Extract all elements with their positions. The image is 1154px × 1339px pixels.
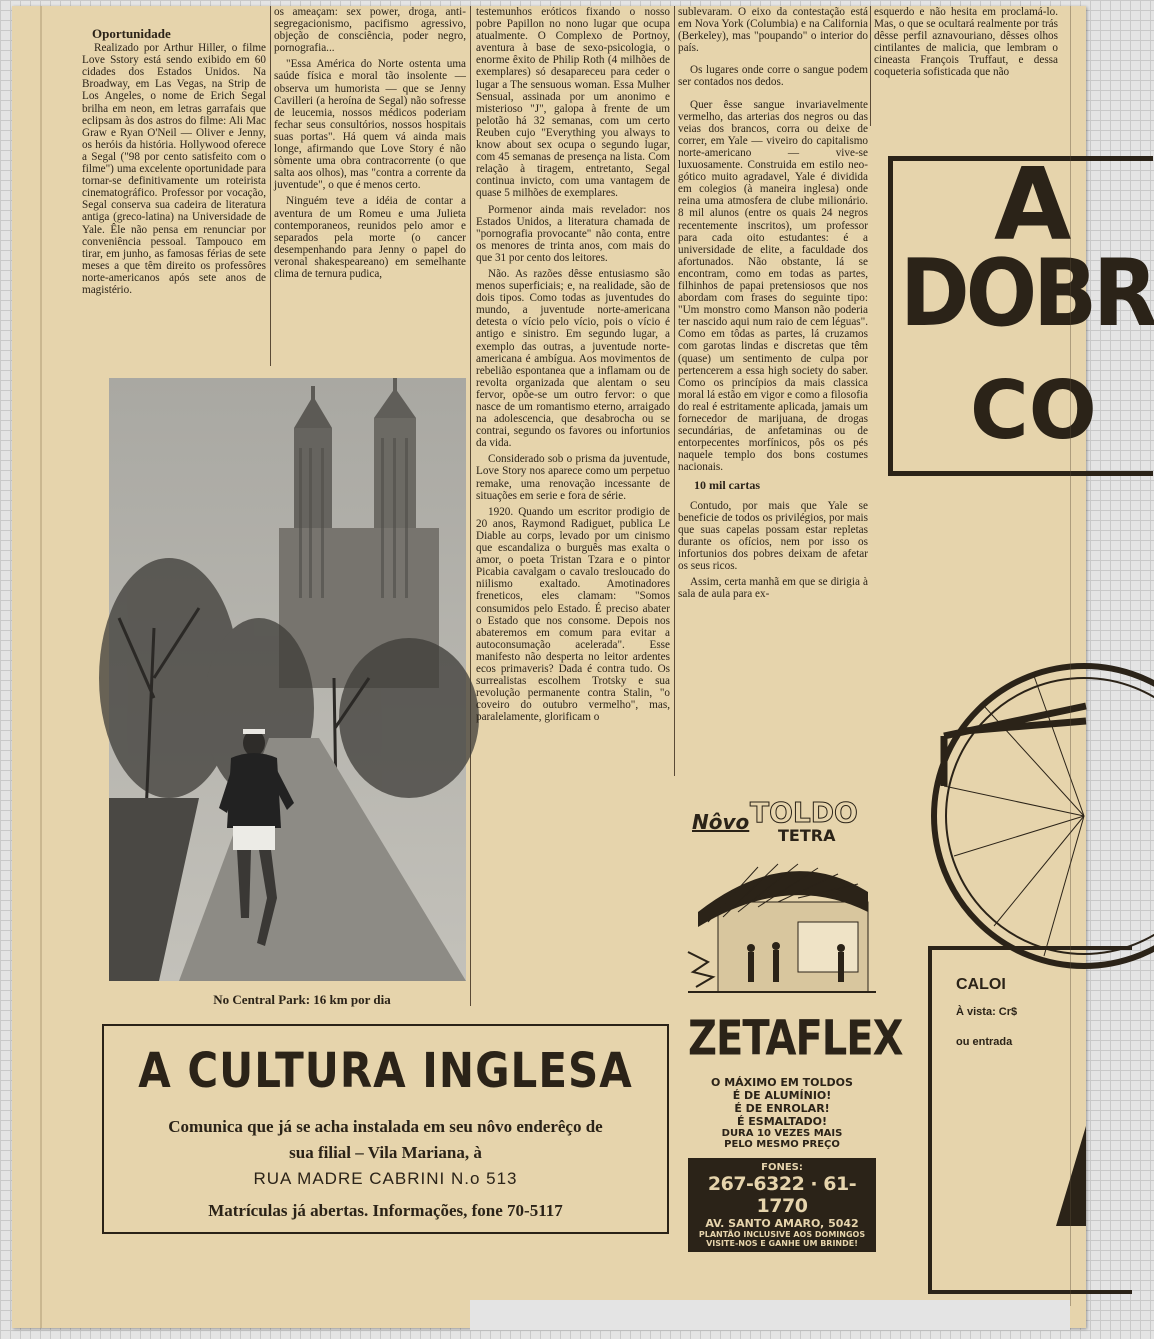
article-paragraph: testemunhos eróticos fixando o nosso pobre Papillon no nono lugar que ocupa atualmente. O Complexo de Portnoy, aventura à base de sexo-psicologia, o enorme êxito de Philip Roth (4 milhões de exemplares) só desapareceu para ceder o lugar a The sensuous woman. Essa Mulher Sensual, assinada por um anonimo e misterioso "J", galopa à frente de um pelotão há 32 semanas, com um certo Reuben cujo "Everything you always to know about sex ocupa o segundo lugar, com 45 semanas de presença na lista. Com relação à tiragem, entretanto, Segal continua invicto, com uma vantagem de quase 5 milhões de exemplares. xyxy=(476,6,670,200)
cultura-inglesa-ad xyxy=(102,1024,669,1234)
column-rule xyxy=(674,6,675,776)
slogan: É DE ENROLAR! xyxy=(734,1102,830,1115)
column-4 xyxy=(678,6,868,781)
footer-line: VISITE-NOS E GANHE UM BRINDE! xyxy=(706,1239,858,1248)
ad-big-word: CO xyxy=(970,364,1097,457)
caloi-brand: CALOI xyxy=(956,976,1006,993)
photo-caption: No Central Park: 16 km por dia xyxy=(213,992,391,1007)
ad-big-letter: A xyxy=(994,146,1072,263)
article-paragraph: esquerdo e não hesita em proclamá-lo. Mas, o que se ocultará realmente por trás dêsse perfil aznavouriano, dêsses olhos cintilantes de malicia, que lembram o cineasta François Truffaut, e dessa coqueteria sofisticada que não xyxy=(874,6,1058,79)
ad-address: RUA MADRE CABRINI N.o 513 xyxy=(253,1169,518,1188)
price-line: À vista: Cr$ xyxy=(956,1006,1018,1018)
fold-crease xyxy=(40,6,42,1328)
slogan: PELO MESMO PREÇO xyxy=(724,1139,840,1150)
awning-illustration xyxy=(688,852,876,1000)
page-rule xyxy=(1070,6,1071,1306)
subheading: 10 mil cartas xyxy=(694,478,760,493)
article-paragraph: Quer êsse sangue invariavelmente vermelho, das arterias dos negros ou das veias dos brancos, corra ou deixe de correr, em Yale — viveiro do capitalismo norte-americano — vive-se luxuosamente. Construida em estilo neo-gótico muito agradavel, Yale é dividida em colegios (à maneira inglesa) onde reina uma atmosfera de clube milionário. 8 mil alunos (entre os quais 24 negros recentemente inscritos), um professor para cada oito estudantes: é a universidade de elite, a faculdade dos afortunados. Não obstante, lá se encontram, como em todas as partes, filhinhos de papai pretensiosos que nos abordam com frases do seguinte tipo: "Um monstro como Manson não poderia ter nascido aqui num raio de cem léguas". Como em tôdas as partes, lá cruzamos com garotas lindas e discretas que têm (quase) um sentimento de culpa por pertencerem a essa high society do saber. Como os princípios da mais classica moral lá estão em vigor e como a filosofia do real é estritamente aplicada, jamais um fornecedor de marijuana, de drogas secundárias, de anfetaminas ou de entorpecentes morfínicos, pôs os pés naquele templo dos bons costumes nacionais. xyxy=(678,98,868,474)
article-paragraph: Os lugares onde corre o sangue podem ser contados nos dedos. xyxy=(678,64,868,89)
ad-title: A CULTURA INGLESA xyxy=(138,1042,633,1099)
section-heading: Oportunidade xyxy=(92,26,171,41)
column-1 xyxy=(82,28,266,300)
contact-block xyxy=(688,1158,876,1252)
column-5 xyxy=(874,6,1058,126)
novo-label: Nôvo xyxy=(692,810,750,834)
slogan: É ESMALTADO! xyxy=(736,1115,828,1128)
slogan: O MÁXIMO EM TOLDOS xyxy=(711,1076,853,1089)
caloi-ad xyxy=(874,126,1154,1296)
address: AV. SANTO AMARO, 5042 xyxy=(705,1217,859,1230)
ad-frame-bottom xyxy=(928,946,1132,1294)
article-paragraph: Considerado sob o prisma da juventude, Love Story nos aparece como um perpetuo remake, uma renovação incessante de situações em serie e fora de série. xyxy=(476,453,670,502)
column-rule xyxy=(470,6,471,1006)
article-paragraph: Pormenor ainda mais revelador: nos Estados Unidos, a literatura chamada de "pornografia provocante" não conta, entre os menores de trinta anos, com mais do que 31 por cento dos leitores. xyxy=(476,203,670,264)
torn-edge xyxy=(470,1300,1070,1330)
jogger-photo-illustration xyxy=(109,378,466,981)
column-rule xyxy=(270,6,271,366)
article-paragraph: Assim, certa manhã em que se dirigia à sala de aula para ex- xyxy=(678,576,868,601)
column-3 xyxy=(476,6,670,1006)
ad-big-word: DOBR xyxy=(900,239,1154,347)
ad-line: Comunica que já se acha instalada em seu nôvo enderêço de xyxy=(168,1117,603,1136)
column-2 xyxy=(274,6,466,284)
zetaflex-brand: ZETAFLEX xyxy=(688,1011,903,1067)
article-paragraph: os ameaçam: sex power, droga, anti-segregacionismo, pacifismo agressivo, objeção de consciência, poder negro, pornografia... xyxy=(274,6,466,55)
ad-line: Matrículas já abertas. Informações, fone 70-5117 xyxy=(208,1201,563,1220)
central-park-photo xyxy=(109,378,466,981)
article-paragraph: Não. As razões dêsse entusiasmo são menos superficiais; e, na realidade, são de dois tipos. Como todas as juventudes do mundo, a juventude norte-americana detesta o vício pelo vício, pois o vício é antigo e sinistro. Em segundo lugar, a exemplo das outras, a juventude norte-americana é ambígua. Aos movimentos de rebelião espontanea que a inflamam ou de revolta organizada que alentam o seu fervor, opõe-se um outro fervor: o que nasce de um romantismo eterno, arraigado na adolescencia, que desabrocha ou se contrai, segundo os favores ou infortunios da vida. xyxy=(476,267,670,450)
price-line: ou entrada xyxy=(956,1036,1013,1048)
bicycle-part xyxy=(1046,1126,1086,1226)
zetaflex-ad xyxy=(688,792,903,1248)
newspaper-clipping xyxy=(12,6,1154,1328)
article-paragraph: Contudo, por mais que Yale se beneficie de todos os privilégios, por mais que suas capelas possam estar repletas durante os ofícios, nem por isso os infortunios dos pobres deixam de afetar os seus ricos. xyxy=(678,499,868,573)
phone-numbers: 267-6322 · 61-1770 xyxy=(707,1173,857,1217)
tetra-label: TETRA xyxy=(778,826,836,845)
article-paragraph: 1920. Quando um escritor prodigio de 20 anos, Raymond Radiguet, publica Le Diable au corps, levado por um cinismo que escandaliza o burguês mas exalta o amor, o poeta Tristan Tzara e o pintor Picabia cavalgam o cavalo tresloucado do niilismo exaltado. Amotinadores freneticos, eles clamam: "Somos consumidos pelo Estado. É preciso abater o Estado que nos consome. Depois nos abateremos em comum para evitar a autoconsumação acelerada". Esse manifesto não desperta no leitor ardentes ecos primaveris? Dada é contra tudo. Os surrealistas escolhem Trotsky e sua revolução permanente contra Stalin, "o coveiro do outubro vermelho", mas, paralelamente, glorificam o xyxy=(476,505,670,724)
toldo-label: TOLDO xyxy=(750,796,858,829)
slogan: É DE ALUMÍNIO! xyxy=(732,1089,832,1102)
article-paragraph: "Essa América do Norte ostenta uma saúde física e moral tão insolente — observa um humorista — que se Jenny Cavilleri (a heroína de Segal) não sofresse de leucemia, nossos médicos poderiam fechar seus consultórios, nossos hospitais suas portas". Há quem vá ainda mais longe, afirmando que Love Story é não sòmente uma obra contracorrente (o que salta aos olhos), mas "contra a corrente da juventude", o que é menos certo. xyxy=(274,58,466,192)
fones-label: FONES: xyxy=(761,1162,803,1173)
column-rule xyxy=(870,6,871,126)
footer-line: PLANTÃO INCLUSIVE AOS DOMINGOS xyxy=(698,1230,866,1239)
article-paragraph: sublevaram. O eixo da contestação está em Nova York (Columbia) e na California (Berkeley), mas "poupando" o interior do país. xyxy=(678,6,868,55)
slogan: DURA 10 VEZES MAIS xyxy=(721,1128,843,1139)
article-paragraph: Realizado por Arthur Hiller, o filme Love Sstory está sendo exibido em 60 cidades dos Estados Unidos. Na Broadway, em Las Vegas, na Strip de Los Angeles, o nome de Erich Segal brilha em neon, em letras garrafais que eclipsam às dos astros do filme: Ali Mac Graw e Ryan O'Neil — Oliver e Jenny, os heróis da história. Hollywood oferece a Segal ("98 por cento satisfeito com o filme") uma excelente oportunidade para tornar-se definitivamente um roteirista cinematográfico. Professor por vocação, Segal conserva sua cadeira de literatura antiga (greco-latina) na Universidade de Yale. Êle não pensa em renunciar por conveniência pessoal. Tampouco em tirar, em junho, as famosas férias de sete meses a que têm direito os professôres norte-americanos após sete anos de magistério. xyxy=(82,42,266,296)
article-paragraph: Ninguém teve a idéia de contar a aventura de um Romeu e uma Julieta contemporaneos, reunidos pelo amor e separados pela morte (o cancer desempenhando para Jenny o papel do veronal shakespeareano) em semelhante clima de ternura pudica, xyxy=(274,195,466,280)
ad-line: sua filial – Vila Mariana, à xyxy=(289,1143,482,1162)
